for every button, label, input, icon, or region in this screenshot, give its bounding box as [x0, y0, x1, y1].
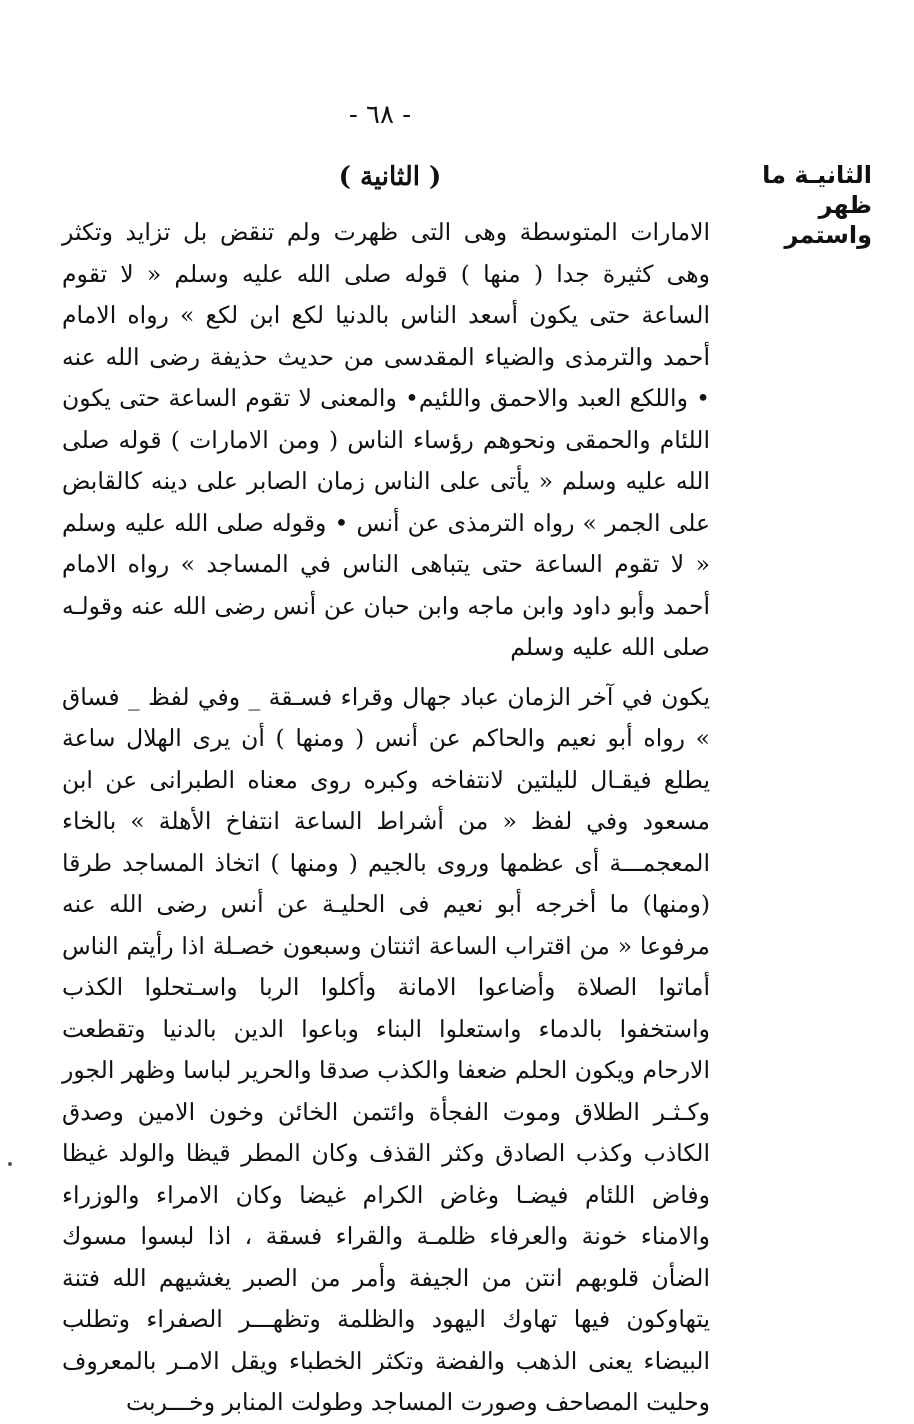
margin-note: الثانيـة ما ظهر واستمر [762, 161, 872, 249]
section-heading: ( الثانية ) [338, 162, 442, 192]
page-number: - ٦٨ - [348, 100, 412, 130]
body-text [62, 212, 710, 1424]
paragraph-2: يكون في آخر الزمان عباد جهال وقراء فسـقة _ وفي لفظ _ فساق » رواه أبو نعيم والحاكم عن أنس ( ومنها ) أن يرى الهلال ساعة يطلع فيقـال لليلتين لانتفاخه وكبره روى معناه الطبرانى عن ابن مسعود وفي لفظ « من أشراط الساعة انتفاخ الأهلة » بالخاء المعجمـــة أى عظمها وروى بالجيم ( ومنها ) اتخاذ المساجد طرقا (ومنها) ما أخرجه أبو نعيم فى الحليـة عن أنس رضى الله عنه مرفوعا « من اقتراب الساعة اثنتان وسبعون خصـلة اذا رأيتم الناس أماتوا الصلاة وأضاعوا الامانة وأكلوا الربا واسـتحلوا الكذب واستخفوا بالدماء واستعلوا البناء وباعوا الدين بالدنيا وتقطعت الارحام ويكون الحلم ضعفا والكذب صدقا والحرير لباسا وظهر الجور وكـثـر الطلاق وموت الفجأة وائتمن الخائن وخون الامين وصدق الكاذب وكذب الصادق وكثر القذف وكان المطر قيظا والولد غيظا وفاض اللئام فيضـا وغاض الكرام غيضا وكان الامراء والوزراء والامناء خونة والعرفاء ظلمـة والقراء فسقة ، اذا لبسوا مسوك الضأن قلوبهم انتن من الجيفة وأمر من الصبر يغشيهم الله فتنة يتهاوكون فيها تهاوك اليهود والظلمة وتظهـــر الصفراء وتطلب البيضاء يعنى الذهب والفضة وتكثر الخطباء ويقل الامـر بالمعروف وحليت المصاحف وصورت المساجد وطولت المنابر وخـــربت [62, 682, 710, 1416]
paragraph-1: الامارات المتوسطة وهى التى ظهرت ولم تنقض بل تزايد وتكثر وهى كثيرة جدا ( منها ) قوله صلى الله عليه وسلم « لا تقوم الساعة حتى يكون أسعد الناس بالدنيا لكع ابن لكع » رواه الامام أحمد والترمذى والضياء المقدسى من حديث حذيفة رضى الله عنه • واللكع العبد والاحمق واللئيم• والمعنى لا تقوم الساعة حتى يكون اللئام والحمقى ونحوهم رؤساء الناس ( ومن الامارات ) قوله صلى الله عليه وسلم « يأتى على الناس زمان الصابر على دينه كالقابض على الجمر » رواه الترمذى عن أنس • وقوله صلى الله عليه وسلم « لا تقوم الساعة حتى يتباهى الناس في المساجد » رواه الامام أحمد وأبو داود وابن ماجه وابن حبان عن أنس رضى الله عنه وقولـه صلى الله عليه وسلم [62, 218, 710, 661]
stray-ink-mark [8, 1162, 12, 1166]
